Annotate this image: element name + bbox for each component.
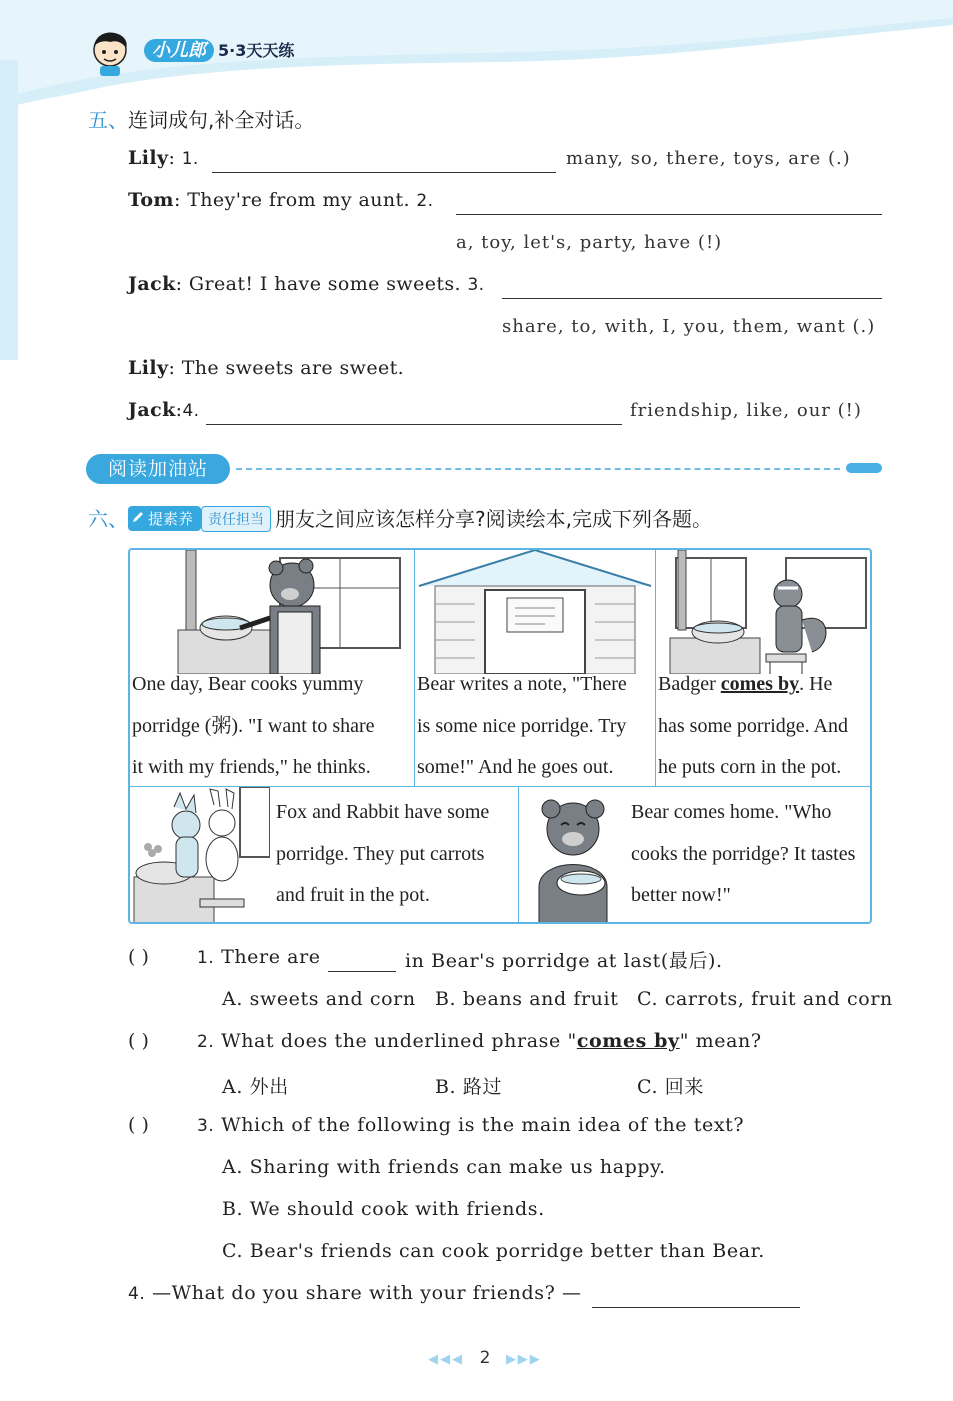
answer-parentheses-2[interactable]: ( ) bbox=[128, 1030, 149, 1052]
dialogue-line-1 bbox=[128, 147, 199, 169]
section-5-title bbox=[88, 104, 314, 133]
literacy-badge bbox=[128, 506, 201, 531]
panel-divider bbox=[130, 786, 872, 787]
left-arrows-icon: ◀◀◀ bbox=[428, 1352, 465, 1367]
picture-book-frame bbox=[128, 548, 872, 924]
question-2-phrase: comes by bbox=[576, 1030, 680, 1052]
panel-4-line-2: porridge. They put carrots bbox=[276, 842, 485, 865]
story-panel-2 bbox=[415, 550, 655, 786]
q1-option-b[interactable]: B. beans and fruit bbox=[435, 988, 619, 1010]
question-number: 2. bbox=[197, 1032, 215, 1052]
question-number: 4. bbox=[128, 1284, 146, 1304]
question-1 bbox=[197, 946, 321, 968]
panel-1-line-2: porridge (粥). "I want to share bbox=[132, 714, 375, 737]
item-number: 3. bbox=[467, 275, 485, 295]
question-3-text: Which of the following is the main idea of the text? bbox=[221, 1114, 745, 1136]
dialogue-text: The sweets are sweet. bbox=[181, 357, 405, 379]
pencil-icon bbox=[131, 510, 145, 524]
question-1-blank[interactable] bbox=[328, 971, 396, 972]
question-2-end: " mean? bbox=[679, 1030, 762, 1052]
banner-dashed-divider bbox=[236, 468, 840, 470]
answer-blank-1[interactable] bbox=[212, 172, 556, 173]
panel-5-line-3: better now!" bbox=[631, 884, 731, 906]
item-number: 1. bbox=[181, 149, 199, 169]
scrambled-words-4: friendship, like, our (!) bbox=[630, 400, 862, 421]
panel-4-line-1: Fox and Rabbit have some bbox=[276, 801, 490, 823]
boy-mascot-icon bbox=[88, 30, 132, 76]
responsibility-badge: 责任担当 bbox=[201, 506, 271, 532]
dialogue-line-4 bbox=[128, 357, 404, 379]
story-panel-4 bbox=[130, 787, 518, 924]
panel-3-line-1 bbox=[658, 664, 848, 706]
panel-1-text bbox=[132, 664, 375, 786]
banner-divider-cap bbox=[846, 463, 882, 473]
speaker-separator: : bbox=[175, 273, 183, 295]
question-2-start: What does the underlined phrase " bbox=[221, 1030, 577, 1052]
right-arrows-icon: ▶▶▶ bbox=[505, 1352, 542, 1367]
section-6-instruction: 朋友之间应该怎样分享?阅读绘本,完成下列各题。 bbox=[275, 507, 712, 531]
story-panel-5 bbox=[519, 787, 872, 924]
panel-3-line-1-start: Badger bbox=[658, 673, 721, 695]
q1-option-c[interactable]: C. carrots, fruit and corn bbox=[637, 988, 893, 1010]
literacy-badge-label: 提素养 bbox=[148, 510, 194, 528]
answer-blank-3[interactable] bbox=[502, 298, 882, 299]
house-note-illustration bbox=[415, 550, 655, 674]
dialogue-line-2 bbox=[128, 189, 433, 211]
speaker-label: Lily bbox=[128, 357, 169, 379]
scrambled-words-3: share, to, with, I, you, them, want (.) bbox=[502, 316, 876, 337]
scrambled-words-2: a, toy, let's, party, have (!) bbox=[456, 232, 723, 253]
speaker-separator: : bbox=[168, 147, 176, 169]
item-number: 2. bbox=[416, 191, 434, 211]
brand-series: 5·3天天练 bbox=[218, 41, 295, 60]
q3-option-c[interactable]: C. Bear's friends can cook porridge better than Bear. bbox=[222, 1240, 765, 1262]
panel-1-line-3: it with my friends," he thinks. bbox=[132, 756, 371, 778]
bear-eating-illustration bbox=[519, 787, 629, 924]
panel-2-text bbox=[417, 664, 627, 786]
question-2 bbox=[197, 1030, 762, 1052]
story-panel-3 bbox=[656, 550, 872, 786]
underlined-phrase: comes by bbox=[720, 673, 800, 695]
question-1-end: in Bear's porridge at last(最后). bbox=[405, 950, 723, 972]
story-panel-1 bbox=[130, 550, 414, 786]
q3-option-b[interactable]: B. We should cook with friends. bbox=[222, 1198, 545, 1220]
question-3 bbox=[197, 1114, 744, 1136]
section-5-number: 五、 bbox=[88, 108, 128, 132]
item-number: 4. bbox=[182, 401, 200, 421]
brand-name: 小儿郎 bbox=[144, 39, 214, 62]
question-4-blank[interactable] bbox=[592, 1307, 800, 1308]
section-6-number: 六、 bbox=[88, 507, 128, 531]
panel-3-line-1-end: . He bbox=[799, 673, 833, 695]
question-number: 3. bbox=[197, 1116, 215, 1136]
panel-4-line-3: and fruit in the pot. bbox=[276, 884, 430, 906]
speaker-label: Jack bbox=[128, 399, 176, 421]
bear-cooking-illustration bbox=[130, 550, 414, 674]
q3-option-a[interactable]: A. Sharing with friends can make us happy. bbox=[222, 1156, 666, 1178]
reading-station-banner: 阅读加油站 bbox=[86, 454, 230, 484]
answer-blank-4[interactable] bbox=[206, 424, 622, 425]
scrambled-words-1: many, so, there, toys, are (.) bbox=[566, 148, 851, 169]
speaker-separator: : bbox=[175, 399, 183, 421]
answer-parentheses-3[interactable]: ( ) bbox=[128, 1114, 149, 1136]
panel-5-line-2: cooks the porridge? It tastes bbox=[631, 842, 856, 865]
dialogue-line-3 bbox=[128, 273, 484, 295]
answer-blank-2[interactable] bbox=[456, 214, 882, 215]
header-wave-background bbox=[0, 0, 953, 110]
panel-4-text bbox=[276, 792, 489, 917]
speaker-label: Jack bbox=[128, 273, 176, 295]
brand-text bbox=[144, 36, 294, 62]
q2-option-b[interactable]: B. 路过 bbox=[435, 1076, 503, 1098]
speaker-label: Lily bbox=[128, 147, 169, 169]
speaker-separator: : bbox=[168, 357, 176, 379]
panel-1-line-1: One day, Bear cooks yummy bbox=[132, 673, 364, 695]
speaker-separator: : bbox=[173, 189, 181, 211]
answer-parentheses-1[interactable]: ( ) bbox=[128, 946, 149, 968]
panel-2-line-3: some!" And he goes out. bbox=[417, 756, 614, 778]
panel-5-line-1: Bear comes home. "Who bbox=[631, 801, 832, 823]
badger-cooking-illustration bbox=[656, 550, 872, 674]
section-5-instruction: 连词成句,补全对话。 bbox=[128, 108, 315, 132]
panel-3-line-3: he puts corn in the pot. bbox=[658, 756, 842, 778]
dialogue-line-5 bbox=[128, 399, 199, 421]
question-4-text: —What do you share with your friends? — bbox=[152, 1282, 582, 1304]
left-margin-strip bbox=[0, 60, 18, 360]
panel-divider bbox=[414, 550, 415, 786]
dialogue-text: Great! I have some sweets. bbox=[188, 273, 461, 295]
panel-2-line-1: Bear writes a note, "There bbox=[417, 673, 627, 695]
q1-option-a[interactable]: A. sweets and corn bbox=[222, 988, 416, 1010]
panel-2-line-2: is some nice porridge. Try bbox=[417, 714, 627, 737]
panel-divider bbox=[518, 787, 519, 924]
panel-5-text bbox=[631, 792, 855, 917]
page-footer bbox=[410, 1348, 560, 1368]
section-6-title bbox=[88, 503, 712, 532]
q2-option-a[interactable]: A. 外出 bbox=[222, 1076, 289, 1098]
question-1-start: There are bbox=[221, 946, 321, 968]
panel-3-line-2: has some porridge. And bbox=[658, 714, 848, 737]
speaker-label: Tom bbox=[128, 189, 174, 211]
fox-rabbit-illustration bbox=[130, 787, 270, 924]
q2-option-c[interactable]: C. 回来 bbox=[637, 1076, 704, 1098]
question-4 bbox=[128, 1282, 582, 1304]
page-number: 2 bbox=[479, 1348, 491, 1368]
dialogue-text: They're from my aunt. bbox=[187, 189, 410, 211]
question-number: 1. bbox=[197, 948, 215, 968]
panel-divider bbox=[655, 550, 656, 786]
panel-3-text bbox=[658, 664, 848, 786]
